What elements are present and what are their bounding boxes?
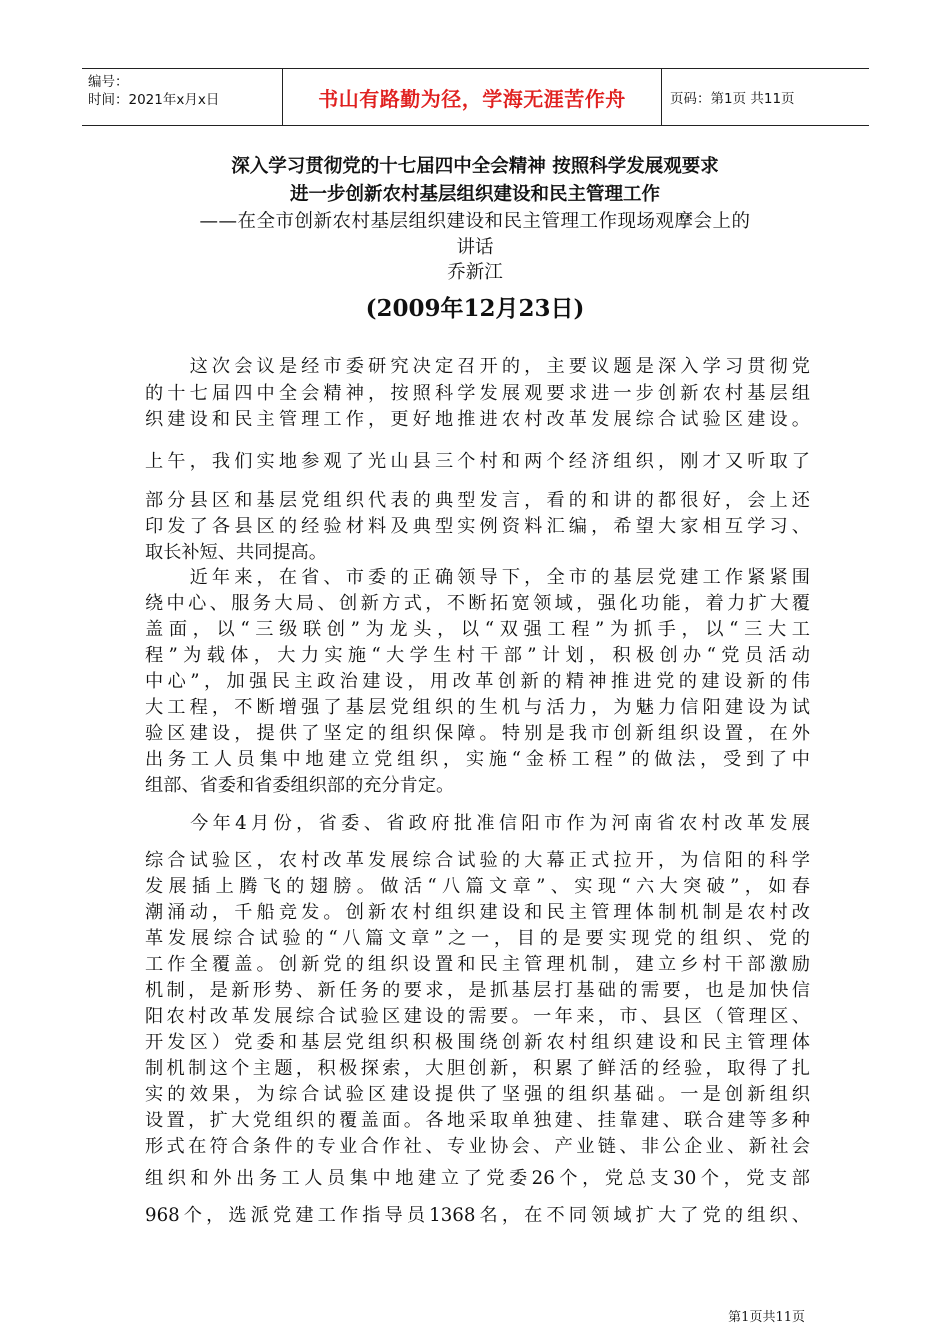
author-name: 乔新江 <box>447 262 503 283</box>
body-line: 程”为载体，大力实施“大学生村干部”计划，积极创办“党员活动 <box>145 645 810 666</box>
subtitle-line-2: 讲话 <box>456 237 494 258</box>
subtitle-line-1: ——在全市创新农村基层组织建设和民主管理工作现场观摩会上的 <box>199 211 751 232</box>
body-line: 上午，我们实地参观了光山县三个村和两个经济组织，刚才又听取了 <box>145 451 810 472</box>
header-table <box>82 68 869 126</box>
body-line: 968个，选派党建工作指导员1368名，在不同领域扩大了党的组织、 <box>145 1205 810 1226</box>
header-meta <box>82 69 282 125</box>
body-line: 工作全覆盖。创新党的组织设置和民主管理机制，建立乡村干部激励 <box>145 954 810 975</box>
title-line-1: 深入学习贯彻党的十七届四中全会精神 按照科学发展观要求 <box>231 156 719 177</box>
body-line: 今年4月份，省委、省政府批准信阳市作为河南省农村改革发展 <box>145 813 810 834</box>
body-line: 出务工人员集中地建立党组织，实施“金桥工程”的做法，受到了中 <box>145 749 810 770</box>
body-line: 实的效果，为综合试验区建设提供了坚强的组织基础。一是创新组织 <box>145 1084 810 1105</box>
body-line: 组织和外出务工人员集中地建立了党委26个，党总支30个，党支部 <box>145 1168 810 1189</box>
body-line: 开发区）党委和基层党组织积极围绕创新农村组织建设和民主管理体 <box>145 1032 810 1053</box>
body-line: 盖面，以“三级联创”为龙头，以“双强工程”为抓手，以“三大工 <box>145 619 810 640</box>
body-line: 印发了各县区的经验材料及典型实例资料汇编，希望大家相互学习、 <box>145 516 810 537</box>
header-page-info: 页码：第1页 共11页 <box>670 91 795 107</box>
body-line: 潮涌动，千船竞发。创新农村组织建设和民主管理体制机制是农村改 <box>145 902 810 923</box>
body-line: 近年来，在省、市委的正确领导下，全市的基层党建工作紧紧围 <box>145 567 810 588</box>
body-line: 革发展综合试验的“八篇文章”之一，目的是要实现党的组织、党的 <box>145 928 810 949</box>
body-line: 取长补短、共同提高。 <box>145 542 327 563</box>
body-line: 组部、省委和省委组织部的充分肯定。 <box>145 775 455 796</box>
body-line: 大工程，不断增强了基层党组织的生机与活力，为魅力信阳建设为试 <box>145 697 810 718</box>
body-line: 织建设和民主管理工作，更好地推进农村改革发展综合试验区建设。 <box>145 409 810 430</box>
body-line: 部分县区和基层党组织代表的典型发言，看的和讲的都很好，会上还 <box>145 490 810 511</box>
speech-date: (2009年12月23日) <box>365 295 585 322</box>
body-line: 验区建设，提供了坚定的组织保障。特别是我市创新组织设置，在外 <box>145 723 810 744</box>
body-line: 发展插上腾飞的翅膀。做活“八篇文章”、实现“六大突破”，如春 <box>145 876 810 897</box>
title-line-2: 进一步创新农村基层组织建设和民主管理工作 <box>289 184 660 205</box>
body-line: 形式在符合条件的专业合作社、专业协会、产业链、非公企业、新社会 <box>145 1136 810 1157</box>
body-line: 这次会议是经市委研究决定召开的，主要议题是深入学习贯彻党 <box>145 356 810 377</box>
body-line: 的十七届四中全会精神，按照科学发展观要求进一步创新农村基层组 <box>145 383 810 404</box>
body-line: 绕中心、服务大局、创新方式，不断拓宽领域，强化功能，着力扩大覆 <box>145 593 810 614</box>
document-number-label: 编号： <box>88 74 129 90</box>
page-footer: 第1页共11页 <box>728 1310 805 1325</box>
body-line: 制机制这个主题，积极探索，大胆创新，积累了鲜活的经验，取得了扎 <box>145 1058 810 1079</box>
document-time-label: 时间：2021年x月x日 <box>88 92 220 108</box>
body-line: 设置，扩大党组织的覆盖面。各地采取单独建、挂靠建、联合建等多种 <box>145 1110 810 1131</box>
header-motto: 书山有路勤为径，学海无涯苦作舟 <box>282 69 662 125</box>
body-line: 综合试验区，农村改革发展综合试验的大幕正式拉开，为信阳的科学 <box>145 850 810 871</box>
body-line: 机制，是新形势、新任务的要求，是抓基层打基础的需要，也是加快信 <box>145 980 810 1001</box>
body-line: 阳农村改革发展综合试验区建设的需要。一年来，市、县区（管理区、 <box>145 1006 810 1027</box>
body-line: 中心”，加强民主政治建设，用改革创新的精神推进党的建设新的伟 <box>145 671 810 692</box>
